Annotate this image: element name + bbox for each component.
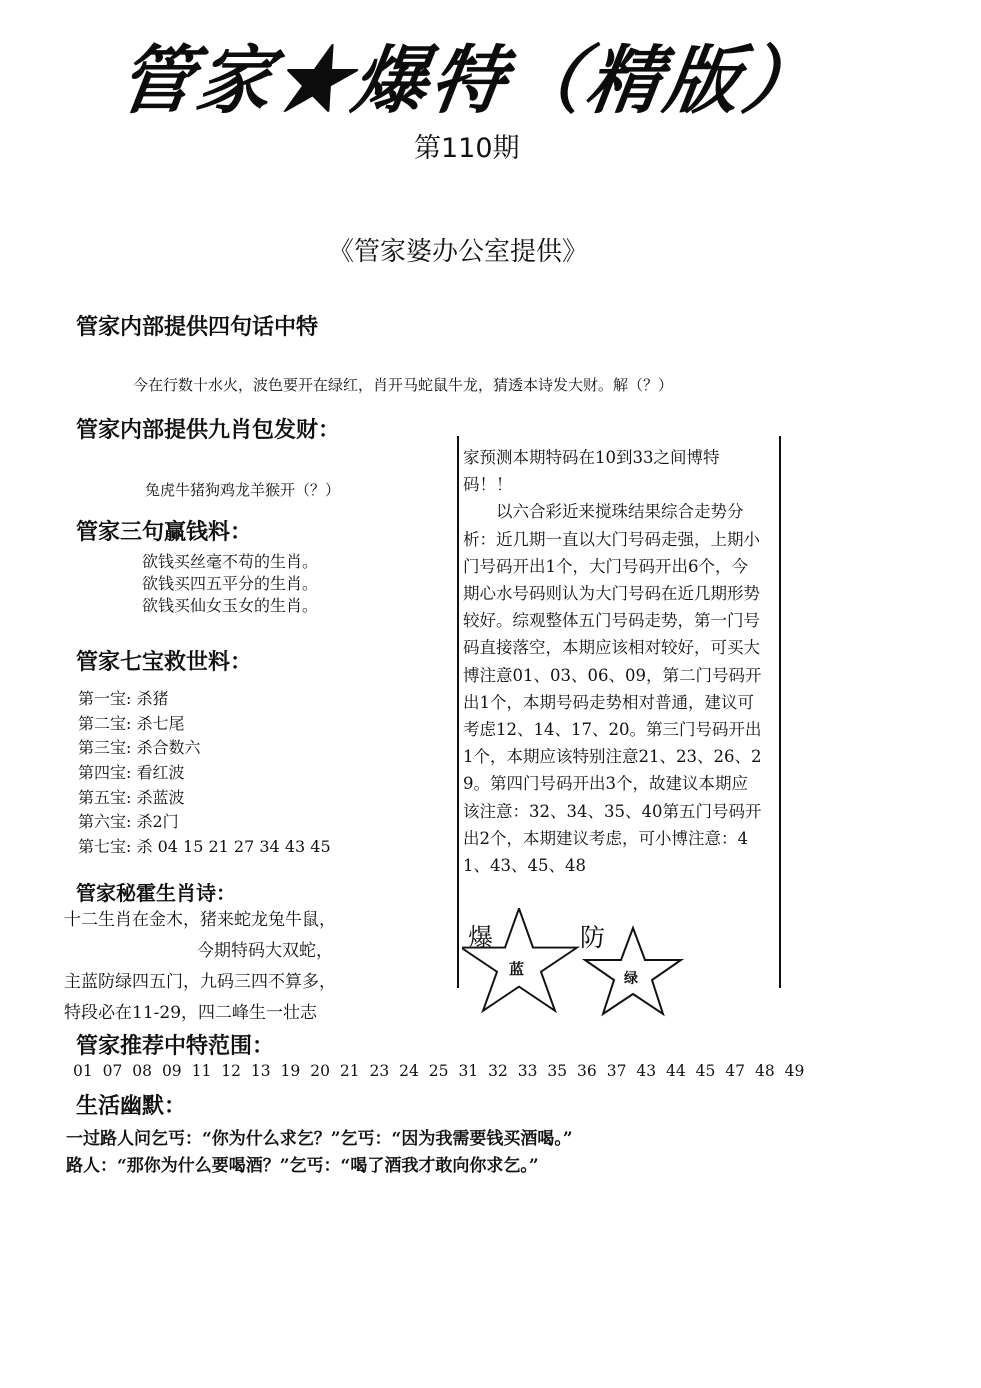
treasure-value: 杀猪 bbox=[136, 689, 169, 708]
treasure-label: 第五宝: bbox=[78, 787, 132, 807]
three-sentence-line: 欲钱买仙女玉女的生肖。 bbox=[142, 596, 319, 615]
star-blue-label: 蓝 bbox=[509, 960, 525, 978]
three-sentence-heading: 管家三句赢钱料： bbox=[76, 520, 253, 545]
treasure-value: 杀2门 bbox=[136, 812, 179, 832]
stars-graphic bbox=[462, 908, 692, 1023]
provider-line: 《管家婆办公室提供》 bbox=[328, 237, 589, 267]
poem-line: 今期特码大双蛇， bbox=[197, 941, 333, 961]
analysis-body: 以六合彩近来搅珠结果综合走势分析：近几期一直以大门号码走强，上期小门号码开出1个，大门号码开出6个，今期心水号码则认为大门号码在近几期形势较好。综观整体五门号码走势，第一门号码直接落空，本期应该相对较好，可买大博注意01、03、06、09，第二门号码开出1个，本期号码走势相对普通，建议可考虑12、14、17、20。第三门号码开出1个，本期应该特别注意21、23、26、29。第四门号码开出3个，故建议本期应该注意：32、34、35、40第五门号码开出2个，本期建议考虑，可小博注意：41、43、45、48 bbox=[463, 502, 762, 876]
four-sentence-text: 今在行数十水火，波色要开在绿红，肖开马蛇鼠牛龙，猜透本诗发大财。解（？） bbox=[133, 376, 674, 394]
humor-line-2: 路人：“那你为什么要喝酒？”乞丐：“喝了酒我才敢向你求乞。” bbox=[66, 1156, 539, 1176]
humor-line-1: 一过路人问乞丐：“你为什么求乞？”乞丐：“因为我需要钱买酒喝。” bbox=[66, 1129, 573, 1149]
treasure-item bbox=[78, 809, 331, 834]
treasure-label: 第二宝: bbox=[78, 713, 132, 733]
three-sentence-line: 欲钱买四五平分的生肖。 bbox=[142, 574, 319, 593]
four-sentence-heading: 管家内部提供四句话中特 bbox=[76, 315, 319, 340]
issue-number: 第110期 bbox=[414, 133, 520, 164]
three-sentence-line: 欲钱买丝毫不苟的生肖。 bbox=[142, 552, 319, 571]
treasure-label: 第七宝: bbox=[78, 837, 132, 857]
treasure-item bbox=[78, 760, 331, 785]
seven-treasures-list bbox=[78, 686, 331, 859]
treasure-label: 第一宝: bbox=[78, 689, 132, 708]
poem-line: 特段必在11-29，四二峰生一壮志 bbox=[64, 1003, 318, 1023]
star-green-label: 绿 bbox=[624, 971, 638, 987]
treasure-value: 杀蓝波 bbox=[136, 787, 185, 807]
range-heading: 管家推荐中特范围： bbox=[76, 1034, 275, 1059]
treasure-value: 杀七尾 bbox=[136, 713, 185, 733]
range-numbers: 01 07 08 09 11 12 13 19 20 21 23 24 25 31 32 33 35 36 37 43 44 45 47 48 49 bbox=[73, 1062, 805, 1080]
treasure-label: 第六宝: bbox=[78, 812, 132, 832]
seven-treasures-heading: 管家七宝救世料： bbox=[76, 650, 253, 675]
treasure-value: 杀合数六 bbox=[136, 738, 201, 758]
secret-poem-heading: 管家秘霍生肖诗： bbox=[76, 881, 236, 905]
treasure-item bbox=[78, 686, 331, 711]
nine-zodiac-text: 兔虎牛猪狗鸡龙羊猴开（？） bbox=[145, 481, 341, 499]
treasure-item bbox=[78, 735, 331, 760]
bao-label: 爆 bbox=[468, 923, 494, 952]
page-title: 管家★爆特（精版） bbox=[113, 38, 828, 124]
treasure-item bbox=[78, 711, 331, 736]
fang-label: 防 bbox=[580, 923, 606, 952]
treasure-value: 杀 04 15 21 27 34 43 45 bbox=[136, 837, 331, 857]
poem-line: 十二生肖在金木，猪来蛇龙兔牛鼠， bbox=[64, 910, 336, 930]
treasure-label: 第三宝: bbox=[78, 738, 132, 758]
treasure-item bbox=[78, 834, 331, 859]
analysis-text bbox=[463, 444, 763, 879]
treasure-label: 第四宝: bbox=[78, 763, 132, 783]
nine-zodiac-heading: 管家内部提供九肖包发财： bbox=[76, 418, 341, 443]
secret-poem bbox=[64, 905, 336, 1029]
treasure-item bbox=[78, 785, 331, 810]
analysis-intro: 家预测本期特码在10到33之间博特码！！ bbox=[463, 448, 720, 495]
treasure-value: 看红波 bbox=[136, 763, 185, 783]
humor-heading: 生活幽默： bbox=[76, 1094, 187, 1119]
poem-line: 主蓝防绿四五门，九码三四不算多， bbox=[64, 972, 336, 992]
three-sentence-list bbox=[142, 551, 318, 617]
